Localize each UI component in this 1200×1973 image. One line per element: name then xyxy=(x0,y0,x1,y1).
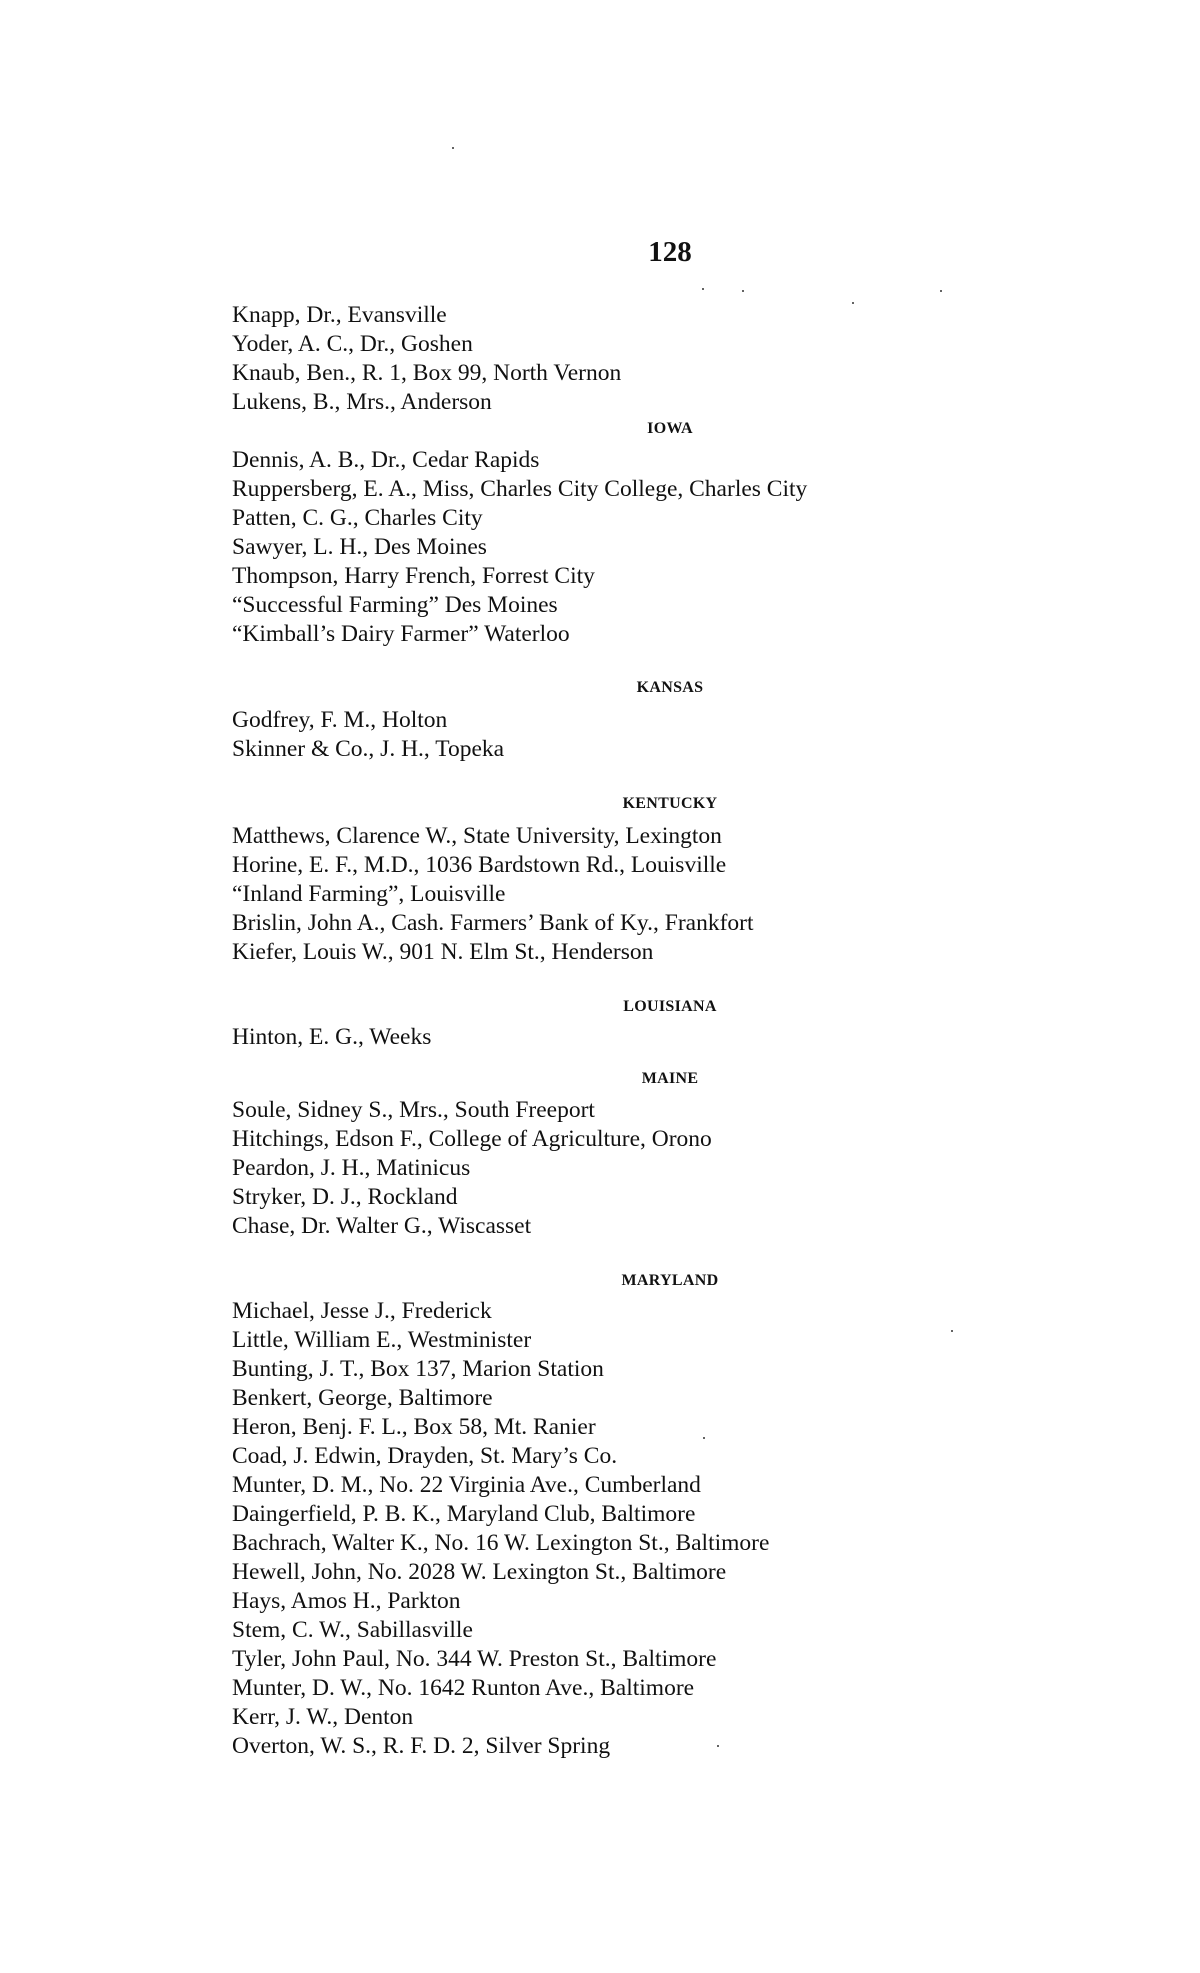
list-item: Stem, C. W., Sabillasville xyxy=(232,1617,473,1643)
entry-list xyxy=(232,1023,431,1052)
list-item: Bachrach, Walter K., No. 16 W. Lexington St., Baltimore xyxy=(232,1530,770,1556)
scan-speck xyxy=(703,1437,705,1439)
list-item: “Kimball’s Dairy Farmer” Waterloo xyxy=(232,621,570,647)
list-item: Sawyer, L. H., Des Moines xyxy=(232,534,487,560)
entry-list xyxy=(232,822,754,967)
list-item: Michael, Jesse J., Frederick xyxy=(232,1298,492,1324)
scan-speck xyxy=(940,290,942,292)
list-item: Knaub, Ben., R. 1, Box 99, North Vernon xyxy=(232,360,622,386)
list-item: Peardon, J. H., Matinicus xyxy=(232,1155,471,1181)
list-item: Knapp, Dr., Evansville xyxy=(232,302,447,328)
list-item: Hewell, John, No. 2028 W. Lexington St., Baltimore xyxy=(232,1559,727,1585)
list-item: Patten, C. G., Charles City xyxy=(232,505,483,531)
list-item: “Successful Farming” Des Moines xyxy=(232,592,558,618)
list-item: Hays, Amos H., Parkton xyxy=(232,1588,461,1614)
list-item: Benkert, George, Baltimore xyxy=(232,1385,493,1411)
list-item: Godfrey, F. M., Holton xyxy=(232,707,448,733)
state-heading: KENTUCKY xyxy=(622,795,718,812)
list-item: Munter, D. W., No. 1642 Runton Ave., Baltimore xyxy=(232,1675,695,1701)
scan-speck xyxy=(717,1745,719,1747)
list-item: Thompson, Harry French, Forrest City xyxy=(232,563,595,589)
list-item: Kiefer, Louis W., 901 N. Elm St., Henderson xyxy=(232,939,654,965)
list-item: Heron, Benj. F. L., Box 58, Mt. Ranier xyxy=(232,1414,596,1440)
entry-list xyxy=(232,446,807,649)
list-item: Hitchings, Edson F., College of Agriculture, Orono xyxy=(232,1126,712,1152)
list-item: Munter, D. M., No. 22 Virginia Ave., Cumberland xyxy=(232,1472,701,1498)
list-item: Little, William E., Westminister xyxy=(232,1327,532,1353)
list-item: Daingerfield, P. B. K., Maryland Club, Baltimore xyxy=(232,1501,696,1527)
list-item: Hinton, E. G., Weeks xyxy=(232,1024,432,1050)
page-number: 128 xyxy=(648,236,692,268)
entry-list xyxy=(232,1297,769,1761)
list-item: Skinner & Co., J. H., Topeka xyxy=(232,736,505,762)
state-heading: MAINE xyxy=(641,1070,699,1087)
list-item: Yoder, A. C., Dr., Goshen xyxy=(232,331,473,357)
list-item: Kerr, J. W., Denton xyxy=(232,1704,414,1730)
list-item: Chase, Dr. Walter G., Wiscasset xyxy=(232,1213,532,1239)
state-heading: KANSAS xyxy=(636,679,704,696)
list-item: Tyler, John Paul, No. 344 W. Preston St., Baltimore xyxy=(232,1646,717,1672)
list-item: Horine, E. F., M.D., 1036 Bardstown Rd., Louisville xyxy=(232,852,727,878)
list-item: Lukens, B., Mrs., Anderson xyxy=(232,389,492,415)
entry-list xyxy=(232,1096,712,1241)
list-item: Ruppersberg, E. A., Miss, Charles City College, Charles City xyxy=(232,476,808,502)
list-item: Stryker, D. J., Rockland xyxy=(232,1184,458,1210)
scan-speck xyxy=(452,147,454,149)
list-item: Soule, Sidney S., Mrs., South Freeport xyxy=(232,1097,595,1123)
scan-speck xyxy=(852,302,854,304)
state-heading: MARYLAND xyxy=(621,1272,719,1289)
scan-speck xyxy=(742,290,744,292)
list-item: “Inland Farming”, Louisville xyxy=(232,881,506,907)
list-item: Bunting, J. T., Box 137, Marion Station xyxy=(232,1356,604,1382)
state-heading: IOWA xyxy=(647,420,693,437)
list-item: Dennis, A. B., Dr., Cedar Rapids xyxy=(232,447,540,473)
entry-list xyxy=(232,706,504,764)
list-item: Coad, J. Edwin, Drayden, St. Mary’s Co. xyxy=(232,1443,618,1469)
list-item: Matthews, Clarence W., State University, Lexington xyxy=(232,823,722,849)
list-item: Overton, W. S., R. F. D. 2, Silver Spring xyxy=(232,1733,611,1759)
state-heading: LOUISIANA xyxy=(623,998,717,1015)
scan-speck xyxy=(951,1330,953,1332)
list-item: Brislin, John A., Cash. Farmers’ Bank of Ky., Frankfort xyxy=(232,910,754,936)
entry-list xyxy=(232,301,621,417)
scan-speck xyxy=(702,288,704,290)
